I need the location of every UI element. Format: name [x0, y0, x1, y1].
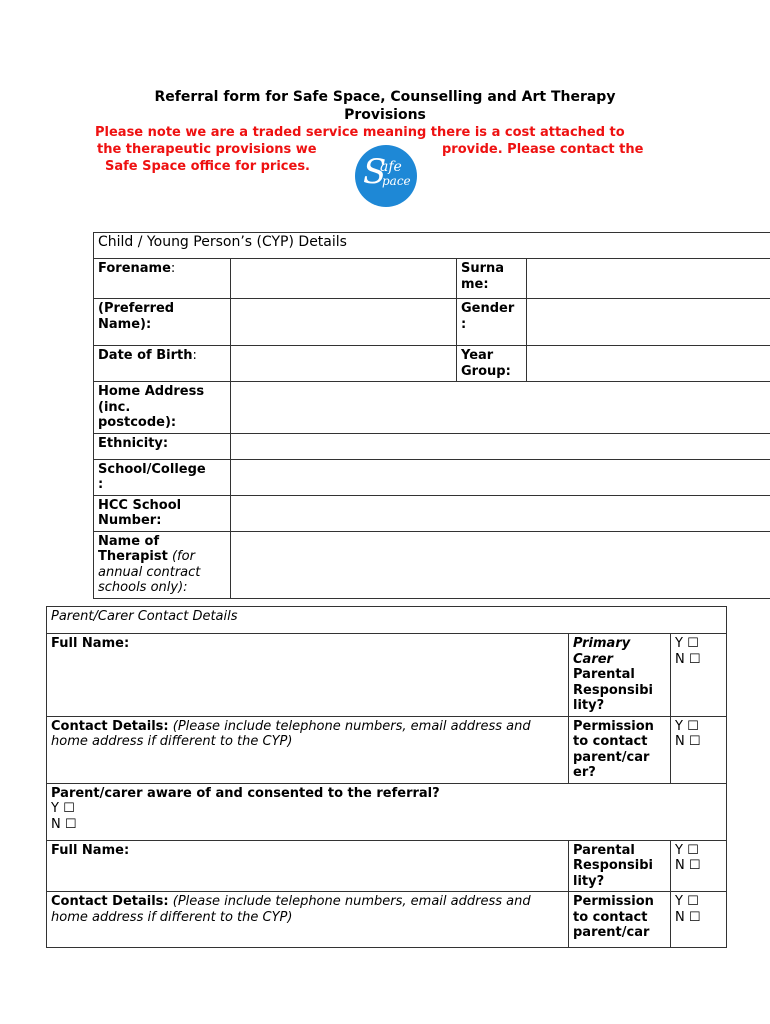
hcc-number-field[interactable] [231, 495, 770, 531]
hcc-number-label: HCC School Number: [94, 495, 231, 531]
consent-checkbox[interactable]: Y ☐ N ☐ [51, 801, 77, 832]
gender-field[interactable] [527, 299, 770, 346]
gender-label: Gender : [457, 299, 527, 346]
form-title [70, 88, 700, 124]
therapist-field[interactable] [231, 531, 770, 598]
parent1-contact-details[interactable]: Contact Details: (Please include telephone numbers, email address and home address if different to the CYP) [47, 716, 569, 783]
logo-text-line-2: pace [382, 174, 411, 188]
dob-label: Date of Birth: [94, 346, 231, 382]
parent1-permission-label: Permission to contact parent/car er? [569, 716, 671, 783]
year-group-field[interactable] [527, 346, 770, 382]
parent1-full-name[interactable]: Full Name: [47, 634, 569, 717]
parent2-full-name[interactable]: Full Name: [47, 840, 569, 892]
school-field[interactable] [231, 459, 770, 495]
notice-line-3: Safe Space office for prices. [105, 159, 310, 174]
therapist-label: Name of Therapist (for annual contract schools only): [94, 531, 231, 598]
forename-field[interactable] [231, 259, 457, 299]
dob-field[interactable] [231, 346, 457, 382]
logo-text-line-1: afe [380, 159, 402, 175]
parent-carer-table [46, 606, 727, 948]
home-address-field[interactable] [231, 382, 770, 434]
safe-space-logo [355, 145, 417, 207]
forename-label: Forename: [94, 259, 231, 299]
ethnicity-label: Ethnicity: [94, 433, 231, 459]
parent2-contact-details[interactable]: Contact Details: (Please include telephone numbers, email address and home address if different to the CYP) [47, 892, 569, 948]
consent-row [47, 783, 727, 840]
year-group-label: Year Group: [457, 346, 527, 382]
home-address-label: Home Address (inc. postcode): [94, 382, 231, 434]
consent-question: Parent/carer aware of and consented to the referral? [51, 785, 440, 801]
parent2-permission-label: Permission to contact parent/car [569, 892, 671, 948]
form-title-line-2: Provisions [344, 107, 426, 123]
parent1-permission-checkbox[interactable]: Y ☐ N ☐ [671, 716, 727, 783]
preferred-name-field[interactable] [231, 299, 457, 346]
notice-line-2b: provide. Please contact the [442, 142, 644, 157]
parent-header: Parent/Carer Contact Details [47, 607, 727, 634]
cyp-details-table [93, 232, 770, 599]
ethnicity-field[interactable] [231, 433, 770, 459]
surname-field[interactable] [527, 259, 770, 299]
parent2-pr-checkbox[interactable]: Y ☐ N ☐ [671, 840, 727, 892]
preferred-name-label: (Preferred Name): [94, 299, 231, 346]
cyp-header: Child / Young Person’s (CYP) Details [94, 233, 770, 259]
logo-letter-s: S [363, 152, 387, 192]
parent2-permission-checkbox[interactable]: Y ☐ N ☐ [671, 892, 727, 948]
parent1-pr-checkbox[interactable]: Y ☐ N ☐ [671, 634, 727, 717]
form-title-line-1: Referral form for Safe Space, Counselling and Art Therapy [154, 89, 616, 105]
school-label: School/College : [94, 459, 231, 495]
parent2-pr-label: Parental Responsibi lity? [569, 840, 671, 892]
parent1-primary-pr-label: Primary Carer Parental Responsibi lity? [569, 634, 671, 717]
notice-line-1: Please note we are a traded service meaning there is a cost attached to [95, 125, 625, 140]
notice-line-2a: the therapeutic provisions we [97, 142, 317, 157]
surname-label: Surna me: [457, 259, 527, 299]
